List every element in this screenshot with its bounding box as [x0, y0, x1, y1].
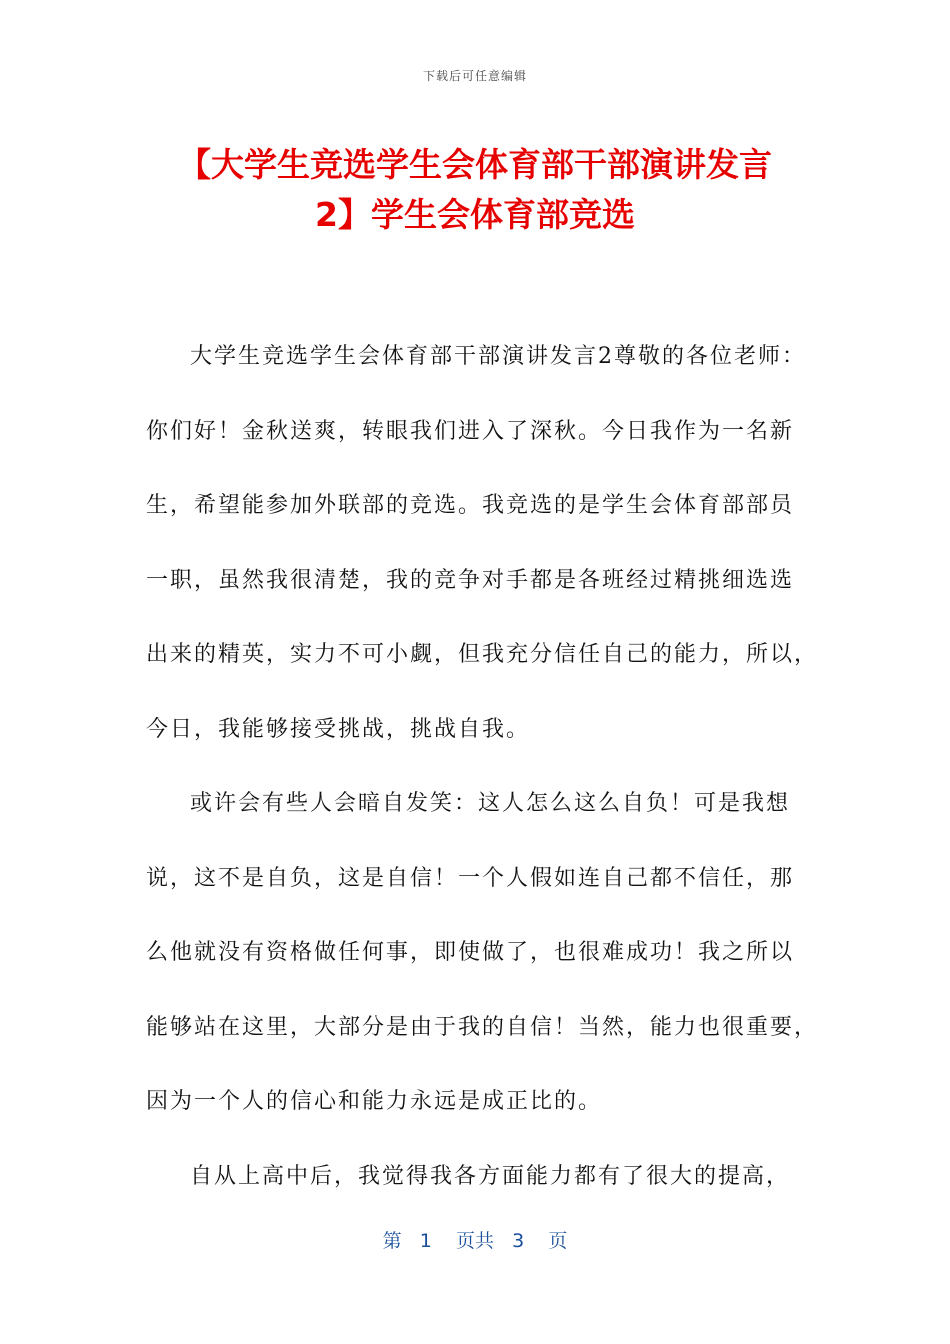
footer-middle: 页共: [455, 1230, 494, 1252]
page-footer: [0, 1226, 950, 1253]
footer-current-page: 1: [419, 1230, 432, 1252]
footer-suffix: 页: [548, 1230, 568, 1252]
text-line: 出来的精英，实力不可小觑，但我充分信任自己的能力，所以，: [146, 642, 819, 667]
text-line: 因为一个人的信心和能力永远是成正比的。: [146, 1089, 603, 1114]
text-line: 你们好！金秋送爽，转眼我们进入了深秋。今日我作为一名新: [146, 418, 795, 444]
title-line-1: 【大学生竞选学生会体育部干部演讲发言: [178, 145, 772, 184]
text-line: 大学生竞选学生会体育部干部演讲发言2尊敬的各位老师：: [190, 344, 806, 369]
text-line: 能够站在这里，大部分是由于我的自信！当然，能力也很重要，: [146, 1014, 819, 1040]
title-line-2: 2】学生会体育部竞选: [315, 195, 635, 234]
text-line: 或许会有些人会暗自发笑：这人怎么这么自负！可是我想: [190, 791, 791, 816]
text-line: 说，这不是自负，这是自信！一个人假如连自己都不信任，那: [146, 865, 795, 891]
document-title: [0, 140, 950, 240]
text-line: 么他就没有资格做任何事，即使做了，也很难成功！我之所以: [146, 940, 795, 965]
text-line: 一职，虽然我很清楚，我的竞争对手都是各班经过精挑细选选: [146, 567, 795, 593]
text-line: 自从上高中后，我觉得我各方面能力都有了很大的提高，: [190, 1163, 791, 1189]
paragraph: [146, 767, 819, 1140]
text-line: 生，希望能参加外联部的竞选。我竞选的是学生会体育部部员: [146, 493, 795, 518]
paragraph: [146, 1140, 806, 1215]
header-note: 下载后可任意编辑: [422, 69, 527, 83]
footer-total-pages: 3: [512, 1230, 525, 1252]
text-line: 今日，我能够接受挑战，挑战自我。: [146, 716, 531, 742]
footer-prefix: 第: [382, 1230, 402, 1252]
body-text: [146, 320, 819, 1214]
paragraph: [146, 320, 819, 767]
